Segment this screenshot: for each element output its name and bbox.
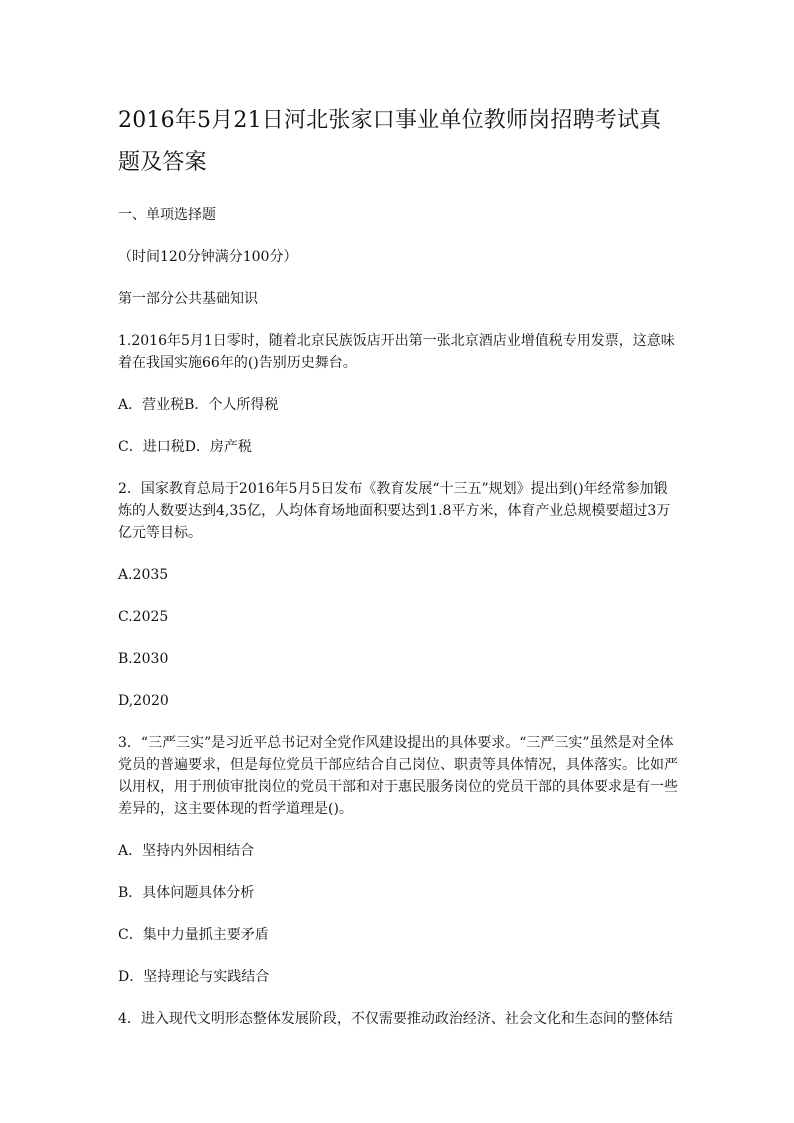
document-page: [118, 100, 678, 1030]
question-3-option: B．具体问题具体分析: [118, 885, 255, 901]
question-3-option: C．集中力量抓主要矛盾: [118, 927, 269, 943]
question-3-option: A．坚持内外因相结合: [118, 843, 255, 859]
time-note: （时间120分钟满分100分）: [118, 249, 298, 265]
question-2-option: A.2035: [118, 567, 169, 583]
part-heading: 第一部分公共基础知识: [118, 291, 258, 307]
question-3-text: 3．“三严三实”是习近平总书记对全党作风建设提出的具体要求。“三严三实”虽然是对全体党员的普遍要求，但是每位党员干部应结合自己岗位、职责等具体情况，具体落实。比如严以用权，用于刑侦审批岗位的党员干部和对于惠民服务岗位的党员干部的具体要求是有一些差异的，这主要体现的哲学道理是()。: [118, 735, 678, 817]
question-1-text: 1.2016年5月1日零时，随着北京民族饭店开出第一张北京酒店业增值税专用发票，这意味着在我国实施66年的()告别历史舞台。: [118, 333, 675, 371]
question-3-option: D．坚持理论与实践结合: [118, 969, 270, 985]
question-2-option: C.2025: [118, 609, 169, 625]
section-heading: 一、单项选择题: [118, 207, 216, 223]
document-title: 2016年5月21日河北张家口事业单位教师岗招聘考试真题及答案: [118, 108, 662, 175]
question-2-option: D,2020: [118, 693, 169, 709]
question-2-option: B.2030: [118, 651, 169, 667]
question-2-text: 2．国家教育总局于2016年5月5日发布《教育发展“十三五”规划》提出到()年经常参加锻炼的人数要达到4,35亿，人均体育场地面积要达到1.8平方米，体育产业总规模要超过3万亿元等目标。: [118, 481, 671, 541]
question-1-option: C．进口税D．房产税: [118, 439, 252, 455]
question-4-text: 4．进入现代文明形态整体发展阶段，不仅需要推动政治经济、社会文化和生态间的整体结: [118, 1011, 673, 1027]
question-1-option: A．营业税B．个人所得税: [118, 397, 279, 413]
